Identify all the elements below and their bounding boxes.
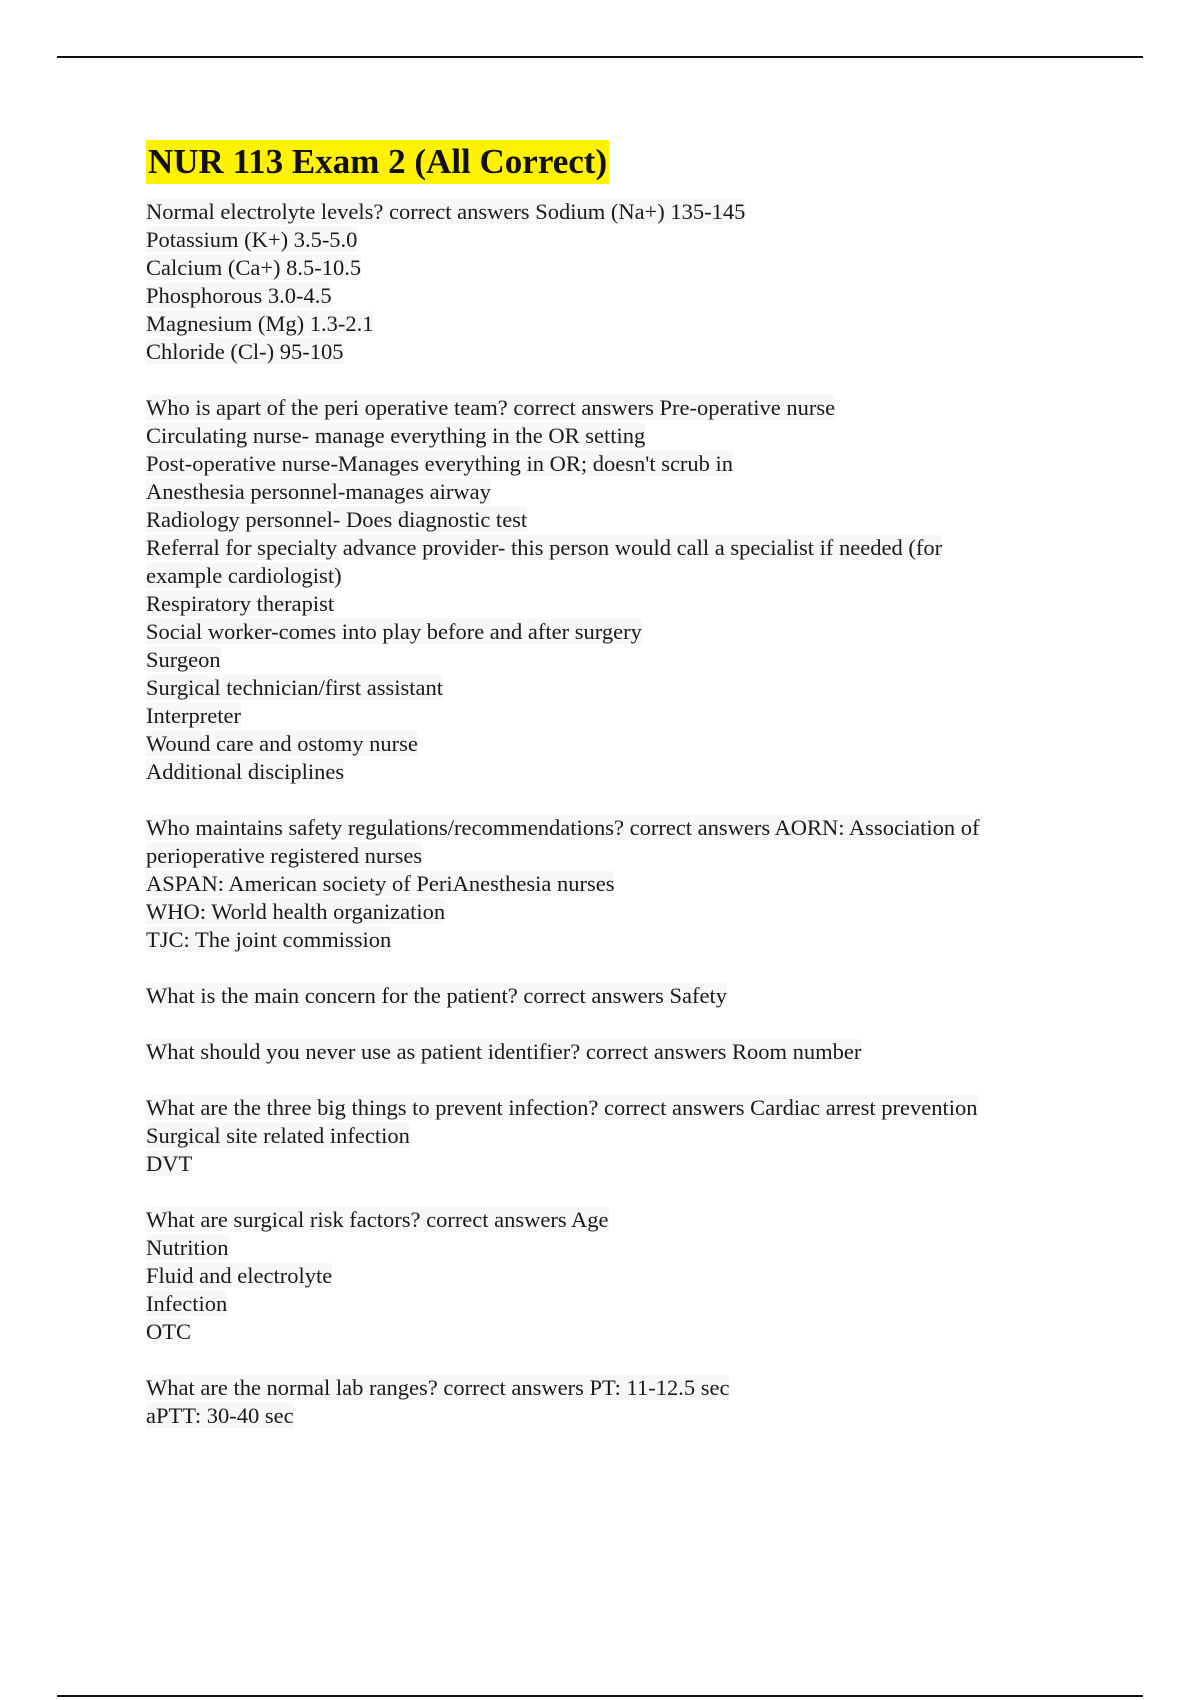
bottom-rule bbox=[57, 1695, 1143, 1697]
text-line: Magnesium (Mg) 1.3-2.1 bbox=[146, 311, 374, 336]
text-line: Fluid and electrolyte bbox=[146, 1263, 333, 1288]
text-line: TJC: The joint commission bbox=[146, 927, 392, 952]
text-line: Surgical technician/first assistant bbox=[146, 675, 444, 700]
text-line: Post-operative nurse-Manages everything in OR; doesn't scrub in bbox=[146, 451, 734, 476]
text-line: Nutrition bbox=[146, 1235, 229, 1260]
text-line: Anesthesia personnel-manages airway bbox=[146, 479, 491, 504]
text-line: Interpreter bbox=[146, 703, 241, 728]
qa-surgical-risk-factors bbox=[146, 1206, 1076, 1346]
text-line: Referral for specialty advance provider- this person would call a specialist if needed (for bbox=[146, 535, 943, 560]
text-line: What are surgical risk factors? correct answers Age bbox=[146, 1207, 609, 1232]
text-line: What are the three big things to prevent infection? correct answers Cardiac arrest prevention bbox=[146, 1095, 978, 1120]
document-title: NUR 113 Exam 2 (All Correct) bbox=[146, 140, 609, 184]
text-line: Who is apart of the peri operative team? correct answers Pre-operative nurse bbox=[146, 395, 836, 420]
text-line: Calcium (Ca+) 8.5-10.5 bbox=[146, 255, 362, 280]
text-line: Social worker-comes into play before and after surgery bbox=[146, 619, 642, 644]
text-line: perioperative registered nurses bbox=[146, 843, 423, 868]
text-line: What is the main concern for the patient? correct answers Safety bbox=[146, 983, 728, 1008]
text-line: Infection bbox=[146, 1291, 228, 1316]
text-line: Wound care and ostomy nurse bbox=[146, 731, 418, 756]
text-line: Surgical site related infection bbox=[146, 1123, 410, 1148]
text-line: Surgeon bbox=[146, 647, 221, 672]
qa-electrolytes bbox=[146, 198, 1076, 366]
text-line: OTC bbox=[146, 1319, 191, 1344]
qa-prevent-infection bbox=[146, 1094, 1076, 1178]
text-line: Phosphorous 3.0-4.5 bbox=[146, 283, 332, 308]
text-line: What are the normal lab ranges? correct answers PT: 11-12.5 sec bbox=[146, 1375, 730, 1400]
text-line: Normal electrolyte levels? correct answers Sodium (Na+) 135-145 bbox=[146, 199, 746, 224]
qa-safety-regulations bbox=[146, 814, 1076, 954]
qa-perioperative-team bbox=[146, 394, 1076, 786]
text-line: Circulating nurse- manage everything in the OR setting bbox=[146, 423, 646, 448]
text-line: WHO: World health organization bbox=[146, 899, 446, 924]
text-line: Respiratory therapist bbox=[146, 591, 335, 616]
text-line: Additional disciplines bbox=[146, 759, 345, 784]
text-line: Who maintains safety regulations/recommendations? correct answers AORN: Association of bbox=[146, 815, 980, 840]
text-line: Chloride (Cl-) 95-105 bbox=[146, 339, 344, 364]
qa-patient-identifier bbox=[146, 1038, 1076, 1066]
document-body bbox=[146, 140, 1076, 1458]
text-line: Potassium (K+) 3.5-5.0 bbox=[146, 227, 358, 252]
text-line: ASPAN: American society of PeriAnesthesia nurses bbox=[146, 871, 615, 896]
top-rule bbox=[57, 56, 1143, 58]
text-line: Radiology personnel- Does diagnostic test bbox=[146, 507, 528, 532]
qa-normal-lab-ranges bbox=[146, 1374, 1076, 1430]
qa-main-concern bbox=[146, 982, 1076, 1010]
text-line: example cardiologist) bbox=[146, 563, 342, 588]
text-line: DVT bbox=[146, 1151, 193, 1176]
text-line: What should you never use as patient identifier? correct answers Room number bbox=[146, 1039, 862, 1064]
text-line: aPTT: 30-40 sec bbox=[146, 1403, 294, 1428]
